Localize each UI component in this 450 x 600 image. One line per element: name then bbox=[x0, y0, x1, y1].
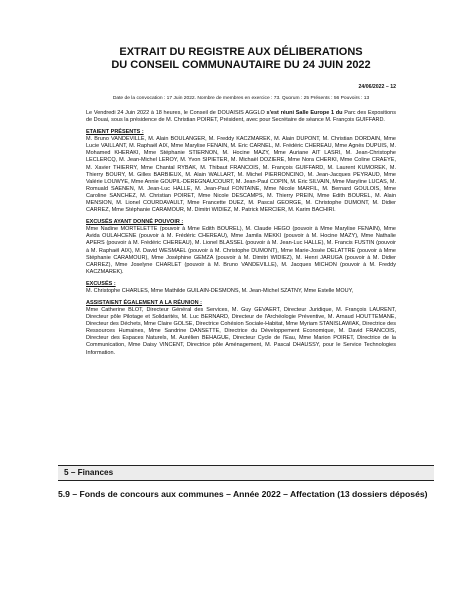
presents-list: M. Bruno VANDEVILLE, M. Alain BOULANGER, M. Freddy KACZMAREK, M. Alain DUPONT, M. Christian DORDAIN, Mme Lucie VAILLANT, M. Raphaël AIX, Mme Marylise FENAIN, M. Eric CARNEL, M. Frédéric CHEREAU, Mme Agnès DUPUIS, M. Mohamed KHERAKI, Mme Stéphanie STIERNON, M. Hocine MAZY, Mme Auriane AIT LASRI, M. Jean-Christophe LECLERCQ, M. Jean-Michel LEROY, M. Yvon SIPIETER, M. Michaël DOZIERE, Mme Nora CHERKI, Mme Coline CRAEYE, M. Xavier THIERRY, Mme Chantal RYBAK, M. Thibaut FRANCOIS, M. François GUIFFARD, M. Laurent KUMOREK, M. Thierry BOURY, M. Gilles BARBIEUX, M. Alain WALLART, M. Michel PIERRONCINO, M. Jean-Jacques PEYRAUD, Mme Valérie LOUWYE, Mme Annie GOUPIL-DEREGNAUCOURT, M. Jean-Paul COPIN, M. Eric SILVAIN, Mme Maryline LUCAS, M. Romuald SAENEN, M. Jean-Luc HALLE, M. Jean-Paul FONTAINE, Mme Nicole MARFIL, M. Bernard GOULOIS, Mme Caroline SANCHEZ, M. Christian POIRET, Mme Nicole DESCAMPS, M. Thierry PREIN, Mme Edith BOUREL, M. Alain MENSION, M. Lionel COURDAVAULT, Mme Francette DUEZ, M. Pascal GEORGE, M. Christophe DUMONT, M. Didier CARREZ, Mme Stéphanie CARAMOUR, M. Dimitri WIDIEZ, M. Patrick MERCIER, M. Karim BACHIRI. bbox=[86, 136, 396, 214]
finances-section-band: 5 – Finances bbox=[58, 465, 434, 481]
title-line-1: EXTRAIT DU REGISTRE AUX DÉLIBERATIONS bbox=[119, 46, 363, 58]
excuses-list: M. Christophe CHARLES, Mme Mathilde GUILAIN-DESMONS, M. Jean-Michel SZATNY, Mme Estelle MOUY, bbox=[86, 287, 354, 294]
intro-text-bold: s'est réuni Salle Europe 1 du bbox=[266, 110, 343, 116]
section-excuses bbox=[86, 281, 396, 295]
pouvoirs-heading: EXCUSÉS AYANT DONNÉ POUVOIR : bbox=[86, 219, 184, 226]
excuses-heading: EXCUSÉS : bbox=[86, 280, 116, 287]
subsection-title: 5.9 – Fonds de concours aux communes – Année 2022 – Affectation (13 dossiers déposés) bbox=[58, 489, 428, 499]
section-assistaient bbox=[86, 300, 396, 357]
assistaient-heading: ASSISTAIENT ÉGALEMENT A LA RÉUNION : bbox=[86, 299, 203, 306]
convocation-line: Date de la convocation : 17 Juin 2022. Nombre de membres en exercice : 73. Quorum : 25 Présents : 56 Pouvoirs : 13 bbox=[112, 96, 370, 101]
intro-text-1: Le Vendredi 24 Juin 2022 à 18 heures, le Conseil de DOUAISIS AGGLO bbox=[86, 110, 267, 116]
intro-paragraph bbox=[86, 110, 396, 124]
presents-heading: ETAIENT PRÉSENTS : bbox=[86, 129, 144, 136]
assistaient-list: Mme Catherine BLOT, Directeur Général des Services, M. Guy GEVAERT, Directeur Juridique, M. François LAURENT, Directeur pôle Pilotage et Solidarités, M. Luc BERNARD, Directeur de l'Archéologie Préventive, M. Arnaud HOUTTEMANE, Directeur des Déchets, Mme Claire GOLSE, Directrice Cohésion Sociale-Habitat, Mme Myriam STANISLAWIAK, Directrice des Ressources Humaines, Mme Sandrine DANSETTE, Directrice du Développement Economique, M. David FRANCOIS, Directeur des Espaces Naturels, M. Aurélien BEHAGUE, Directeur Cycle de l'Eau, Mme Marion POIRET, Directrice de la Communication, Mme Daisy VINCENT, Directrice pôle Aménagement, M. Pascal DHAUSSY, pour le Service Technologies Information. bbox=[86, 306, 396, 356]
intro-text-2: Parc des Expositions de Douai, sous la présidence de M. Christian POIRET, Président, avec pour Secrétaire de séance M. François GUIFFARD. bbox=[86, 110, 396, 124]
pouvoirs-list: Mme Nadine MORTELETTE (pouvoir à Mme Edith BOUREL), M. Claude HEGO (pouvoir à Mme Marylise FENAIN), Mme Avida OULAHCENE (pouvoir à M. Frédéric CHEREAU), Mme Jamila MEKKI (pouvoir à M. Hocine MAZY), Mme Nathalie APERS (pouvoir à M. Frédéric CHEREAU), M. Lionel BLASSEL (pouvoir à M. Jean-Luc HALLE), M. Francis FUSTIN (pouvoir à M. Raphaël AIX), M. David WESMAEL (pouvoir à M. Christophe DUMONT), Mme Marie-Josée DELATTRE (pouvoir à Mme Stéphanie CARAMOUR), Mme Joséphine GEMZA (pouvoir à M. Dimitri WIDIEZ), M. Henri JARUGA (pouvoir à M. Didier CARREZ), Mme Joselyne CHARLET (pouvoir à M. Bruno VANDEVILLE), M. Jacques MICHON (pouvoir à M. Freddy KACZMAREK). bbox=[86, 226, 396, 275]
document-title bbox=[86, 0, 396, 72]
title-line-2: DU CONSEIL COMMUNAUTAIRE DU 24 JUIN 2022 bbox=[111, 59, 371, 71]
section-presents bbox=[86, 129, 396, 214]
deliberation-reference: 24/06/2022 – 12 bbox=[358, 84, 396, 90]
section-pouvoirs bbox=[86, 219, 396, 276]
